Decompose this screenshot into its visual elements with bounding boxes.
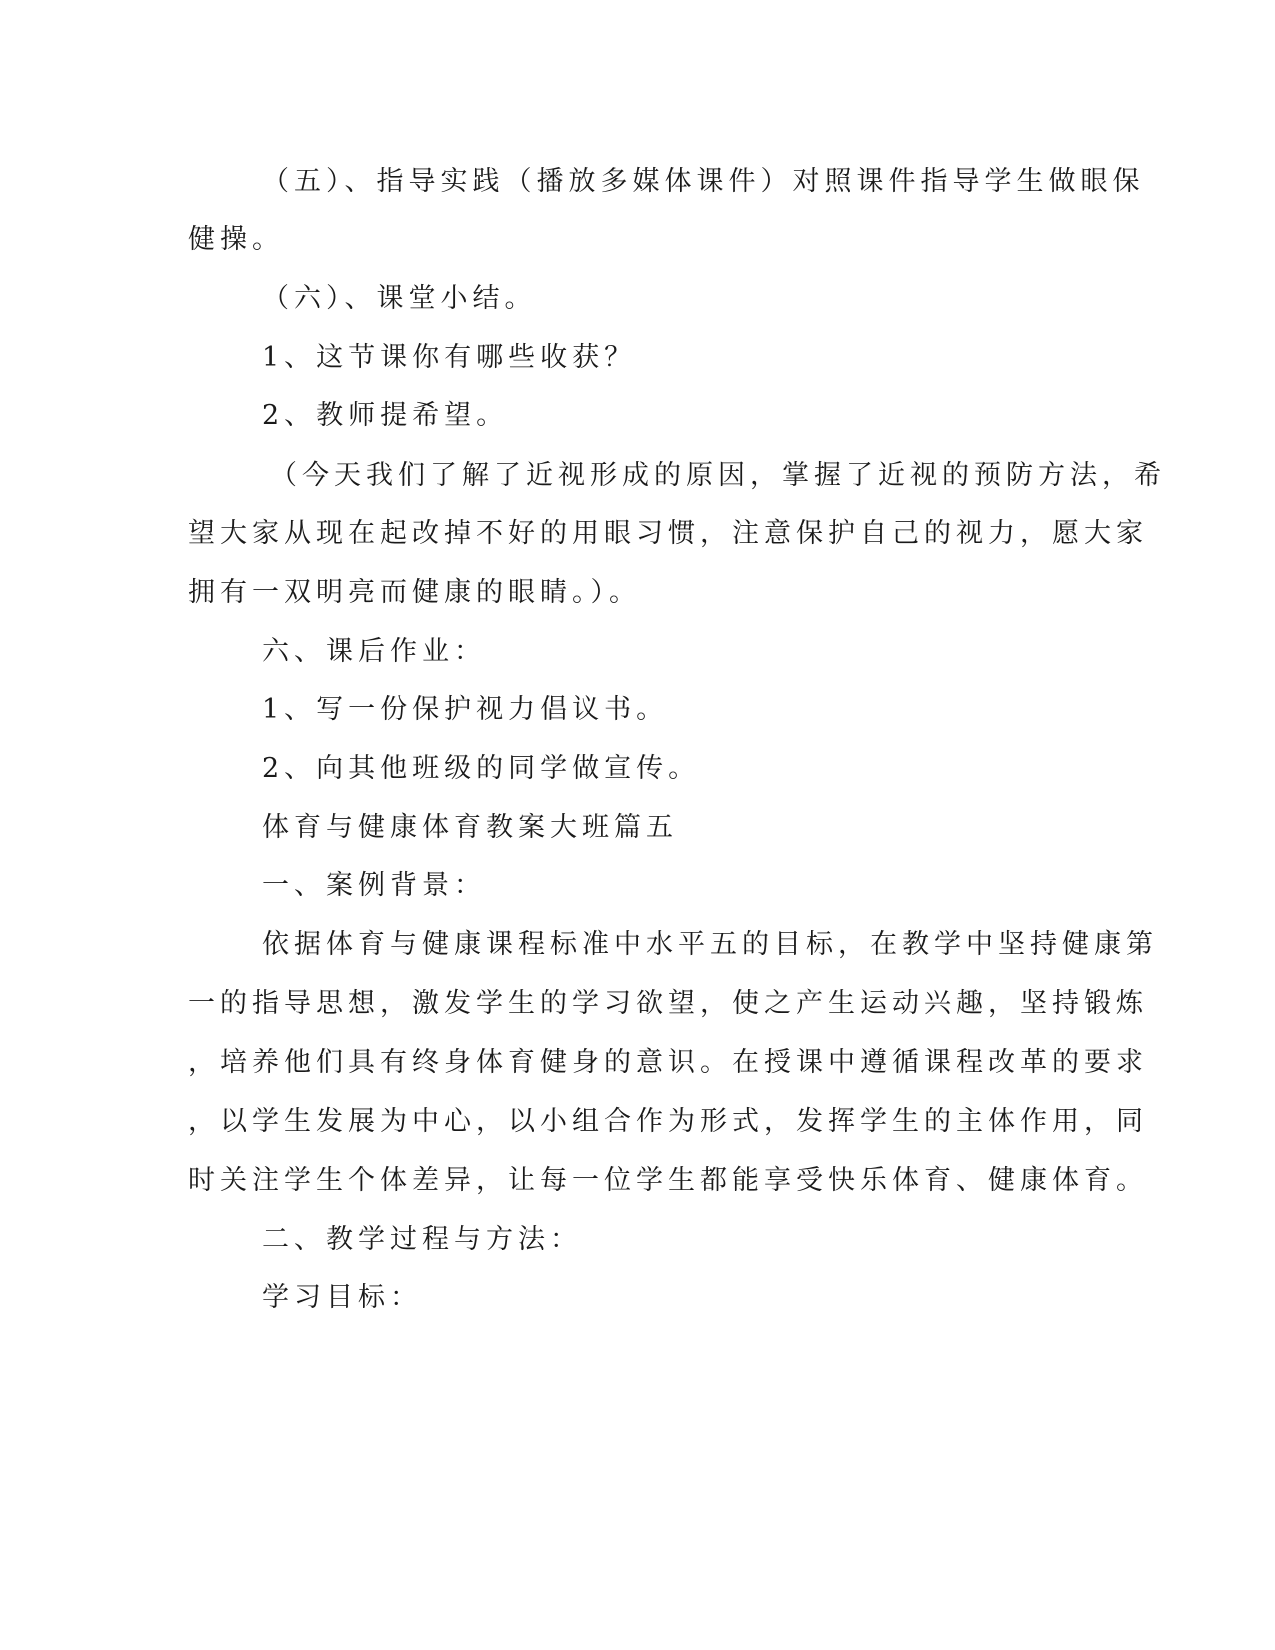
paragraph-line: 一的指导思想，激发学生的学习欲望，使之产生运动兴趣，坚持锻炼	[188, 988, 1148, 1019]
paragraph-line: 时关注学生个体差异，让每一位学生都能享受快乐体育、健康体育。	[188, 1165, 1148, 1196]
paragraph-line: 1、这节课你有哪些收获？	[262, 342, 637, 373]
paragraph-line: 1、写一份保护视力倡议书。	[262, 694, 669, 725]
paragraph-line: 一、案例背景：	[262, 870, 486, 901]
section-title: 体育与健康体育教案大班篇五	[262, 812, 678, 843]
paragraph-line: 2、教师提希望。	[262, 400, 509, 431]
paragraph-line: ，以学生发展为中心，以小组合作为形式，发挥学生的主体作用，同	[188, 1106, 1148, 1137]
paragraph-line: 拥有一双明亮而健康的眼睛。）。	[188, 577, 641, 608]
paragraph-line: 2、向其他班级的同学做宣传。	[262, 753, 701, 784]
paragraph-line: 学习目标：	[262, 1282, 422, 1313]
paragraph-line: ，培养他们具有终身体育健身的意识。在授课中遵循课程改革的要求	[188, 1047, 1148, 1078]
paragraph-line: （六）、课堂小结。	[262, 283, 537, 314]
paragraph-line: （今天我们了解了近视形成的原因，掌握了近视的预防方法，希	[270, 460, 1166, 491]
paragraph-line: 健操。	[188, 224, 284, 255]
paragraph-line: 望大家从现在起改掉不好的用眼习惯，注意保护自己的视力，愿大家	[188, 518, 1148, 549]
paragraph-line: 二、教学过程与方法：	[262, 1224, 582, 1255]
paragraph-line: 六、课后作业：	[262, 636, 486, 667]
paragraph-line: （五）、指导实践（播放多媒体课件）对照课件指导学生做眼保	[262, 166, 1145, 197]
paragraph-line: 依据体育与健康课程标准中水平五的目标，在教学中坚持健康第	[262, 929, 1158, 960]
